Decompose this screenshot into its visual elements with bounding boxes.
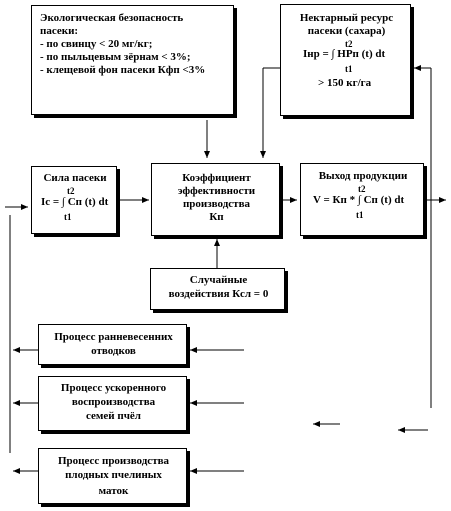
random-box [150,268,285,310]
process1-line1: Процесс ранневесенних [54,331,173,343]
nectar-formula: Iнр = ∫ НРп (t) dt [303,48,386,60]
process3-line3: маток [98,485,129,497]
coef-line1: Коэффициент [182,172,251,184]
force-title: Сила пасеки [43,172,107,184]
force-upper-limit: t2 [67,186,75,196]
process1-line2: отводков [91,345,136,357]
random-line2: воздействия Ксл = 0 [168,288,269,300]
process2-line3: семей пчёл [86,410,141,422]
ecology-line4: - по пыльцевым зёрнам < 3%; [40,51,191,63]
process-early-spring-box [38,324,187,365]
process2-line2: воспроизводства [71,396,156,408]
ecology-line3: - по свинцу < 20 мг/кг; [40,38,153,50]
nectar-line2: пасеки (сахара) [307,25,386,37]
random-line1: Случайные [189,274,248,286]
ecology-box [31,5,234,115]
nectar-box [280,4,411,116]
coef-line3: производства [182,198,251,210]
nectar-lower-limit: t1 [345,64,353,74]
output-lower-limit: t1 [356,210,364,220]
force-formula: Ic = ∫ Сп (t) dt [41,196,109,208]
force-lower-limit: t1 [64,212,72,222]
output-upper-limit: t2 [358,184,366,194]
process3-line2: плодных пчелиных [65,469,162,481]
ecology-line5: - клещевой фон пасеки Кфп <3% [40,64,206,76]
process-reproduction-box [38,376,187,431]
ecology-line2: пасеки: [40,25,79,37]
nectar-value: > 150 кг/га [318,77,372,89]
output-formula: V = Кп * ∫ Сп (t) dt [313,194,405,206]
nectar-title: Нектарный ресурс [299,12,394,24]
ecology-title: Экологическая безопасность [40,12,184,24]
nectar-upper-limit: t2 [345,39,353,49]
output-box [300,163,424,236]
coef-symbol: Кп [209,211,224,223]
output-title: Выход продукции [318,170,408,182]
process-queens-box [38,448,187,504]
force-box [31,166,117,234]
coef-line2: эффективности [177,185,256,197]
process3-line1: Процесс производства [57,455,170,467]
process2-line1: Процесс ускоренного [60,382,167,394]
coef-box [151,163,280,236]
